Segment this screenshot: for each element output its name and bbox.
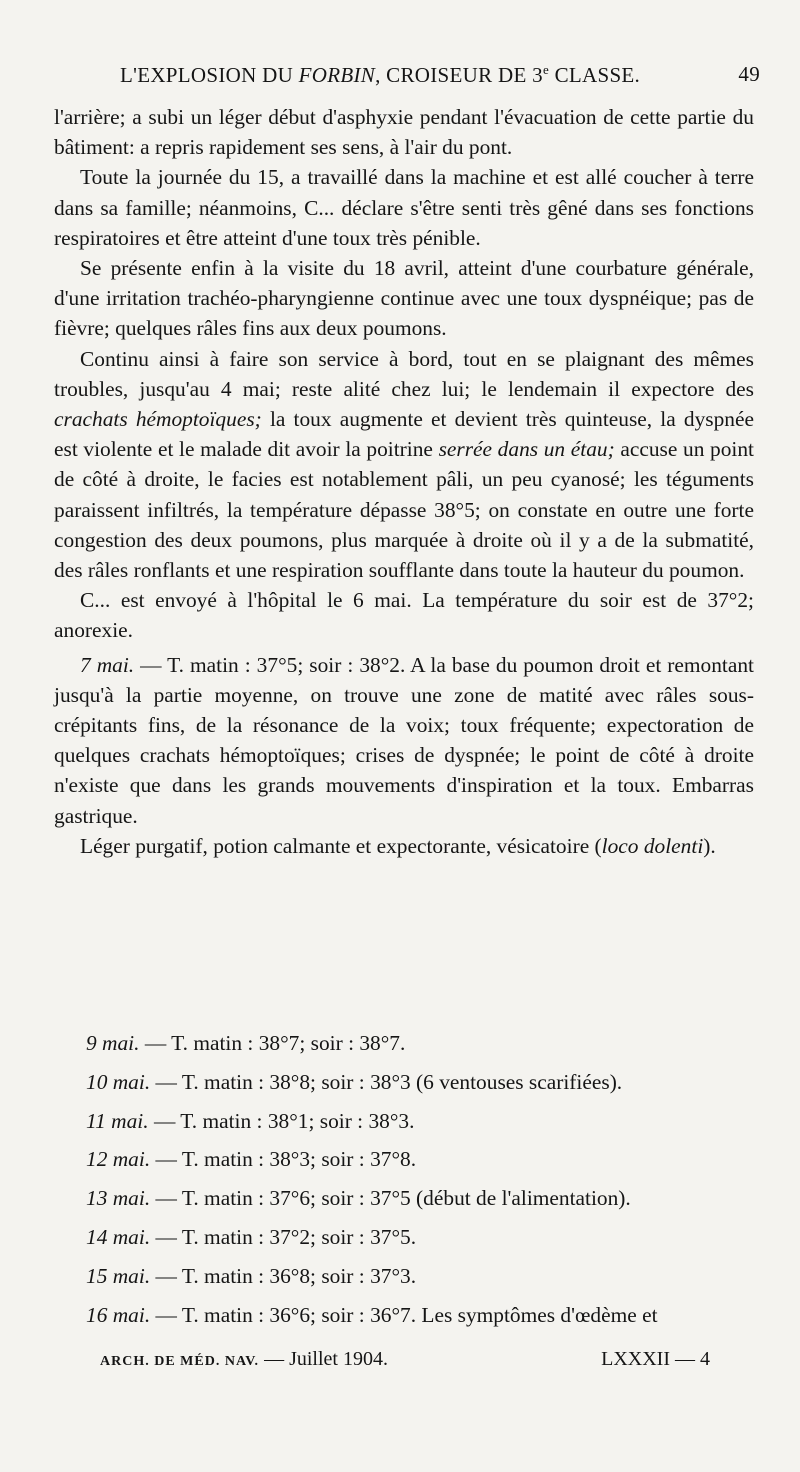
paragraph-6: 7 mai. — T. matin : 37°5; soir : 38°2. A la base du poumon droit et remontant jusqu'à la partie moyenne, on trouve une zone de matité avec râles sous-crépitants fins, de la résonance de la voix; toux fréquente; expectoration de quelques crachats hémoptoïques; crises de dyspnée; le point de côté à droite n'existe que dans les grands mouvements d'inspiration et la toux. Embarras gastrique. xyxy=(54,652,754,828)
log-entry: 14 mai. — T. matin : 37°2; soir : 37°5. xyxy=(86,1224,417,1249)
journal-signature: ARCH. DE MÉD. NAV. — Juillet 1904. xyxy=(100,1348,388,1370)
paragraph-5: C... est envoyé à l'hôpital le 6 mai. La température du soir est de 37°2; anorexie. xyxy=(54,588,754,643)
log-entry: 16 mai. — T. matin : 36°6; soir : 36°7. Les symptômes d'œdème et xyxy=(86,1302,658,1327)
paragraph-7: Léger purgatif, potion calmante et expectorante, vésicatoire (loco dolenti). xyxy=(80,833,716,858)
log-entry: 9 mai. — T. matin : 38°7; soir : 38°7. xyxy=(86,1031,406,1055)
paragraph-4: Continu ainsi à faire son service à bord, tout en se plaignant des mêmes troubles, jusqu'au 4 mai; reste alité chez lui; le lendemain il expectore des crachats hémoptoïques; la toux augmente et devient très quinteuse, la dyspnée est violente et le malade dit avoir la poitrine serrée dans un étau; accuse un point de côté à droite, le facies est notablement pâli, un peu cyanosé; les téguments paraissent infiltrés, la température dépasse 38°5; on constate en outre une forte congestion des deux poumons, plus marquée à droite où il y a de la submatité, des râles ronflants et une respiration soufflante dans toute la hauteur du poumon. xyxy=(54,346,754,583)
paragraph-2: Toute la journée du 15, a travaillé dans la machine et est allé coucher à terre dans sa famille; néanmoins, C... déclare s'être senti très gêné dans ses fonctions respiratoires et être atteint d'une toux très pénible. xyxy=(54,165,754,250)
log-entry: 10 mai. — T. matin : 38°8; soir : 38°3 (6 ventouses scarifiées). xyxy=(86,1069,623,1094)
page-number: 49 xyxy=(738,62,760,86)
log-entry: 15 mai. — T. matin : 36°8; soir : 37°3. xyxy=(86,1263,417,1288)
log-entry: 12 mai. — T. matin : 38°3; soir : 37°8. xyxy=(86,1147,417,1172)
log-entry: 11 mai. — T. matin : 38°1; soir : 38°3. xyxy=(86,1108,415,1133)
temperature-log xyxy=(86,1028,766,1338)
paragraph-1: l'arrière; a subi un léger début d'asphyxie pendant l'évacuation de cette partie du bâtiment: a repris rapidement ses sens, à l'air du pont. xyxy=(54,105,754,160)
log-entry: 13 mai. — T. matin : 37°6; soir : 37°5 (début de l'alimentation). xyxy=(86,1186,631,1211)
volume-signature: LXXXII — 4 xyxy=(601,1348,710,1370)
body-text xyxy=(54,102,754,861)
running-title: L'EXPLOSION DU FORBIN, CROISEUR DE 3e CLASSE. xyxy=(120,62,641,87)
paragraph-3: Se présente enfin à la visite du 18 avril, atteint d'une courbature générale, d'une irritation trachéo-pharyngienne continue avec une toux dyspnéique; pas de fièvre; quelques râles fins aux deux poumons. xyxy=(54,256,754,341)
